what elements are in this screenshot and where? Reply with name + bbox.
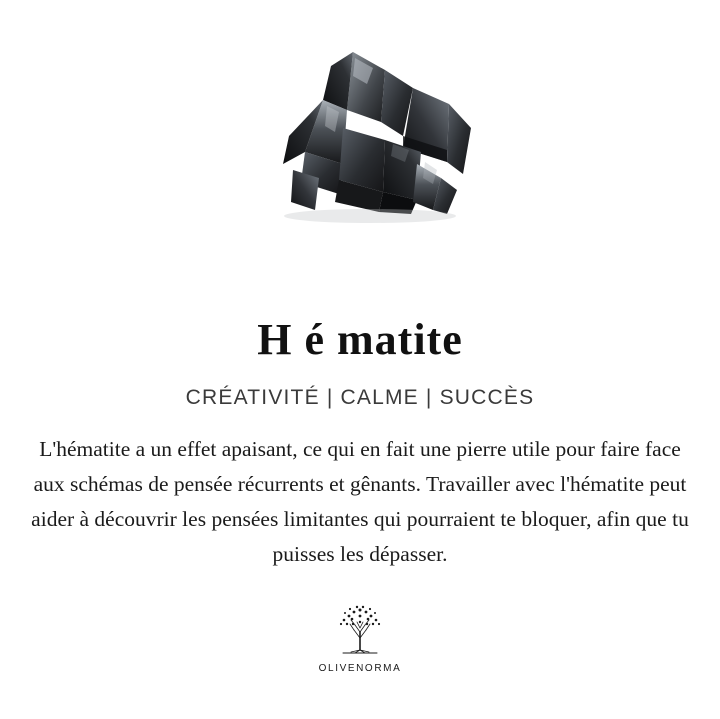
stone-image-area (0, 0, 720, 260)
brand-name: OLIVENORMA (318, 662, 402, 674)
description-text: L'hématite a un effet apaisant, ce qui en fait une pierre utile pour faire face aux schémas de pensée récurrents et gênants. Travailler avec l'hématite peut aider à découvrir les pensées limitantes qui pourraient te bloquer, afin que tu puisses les dépasser. (31, 437, 689, 566)
hematite-stone-image (235, 44, 485, 224)
keywords-line: CRÉATIVITÉ | CALME | SUCCÈS (185, 386, 535, 410)
page-title: H é matite (257, 315, 463, 364)
tree-logo-icon (330, 598, 390, 661)
brand-logo (319, 598, 402, 674)
